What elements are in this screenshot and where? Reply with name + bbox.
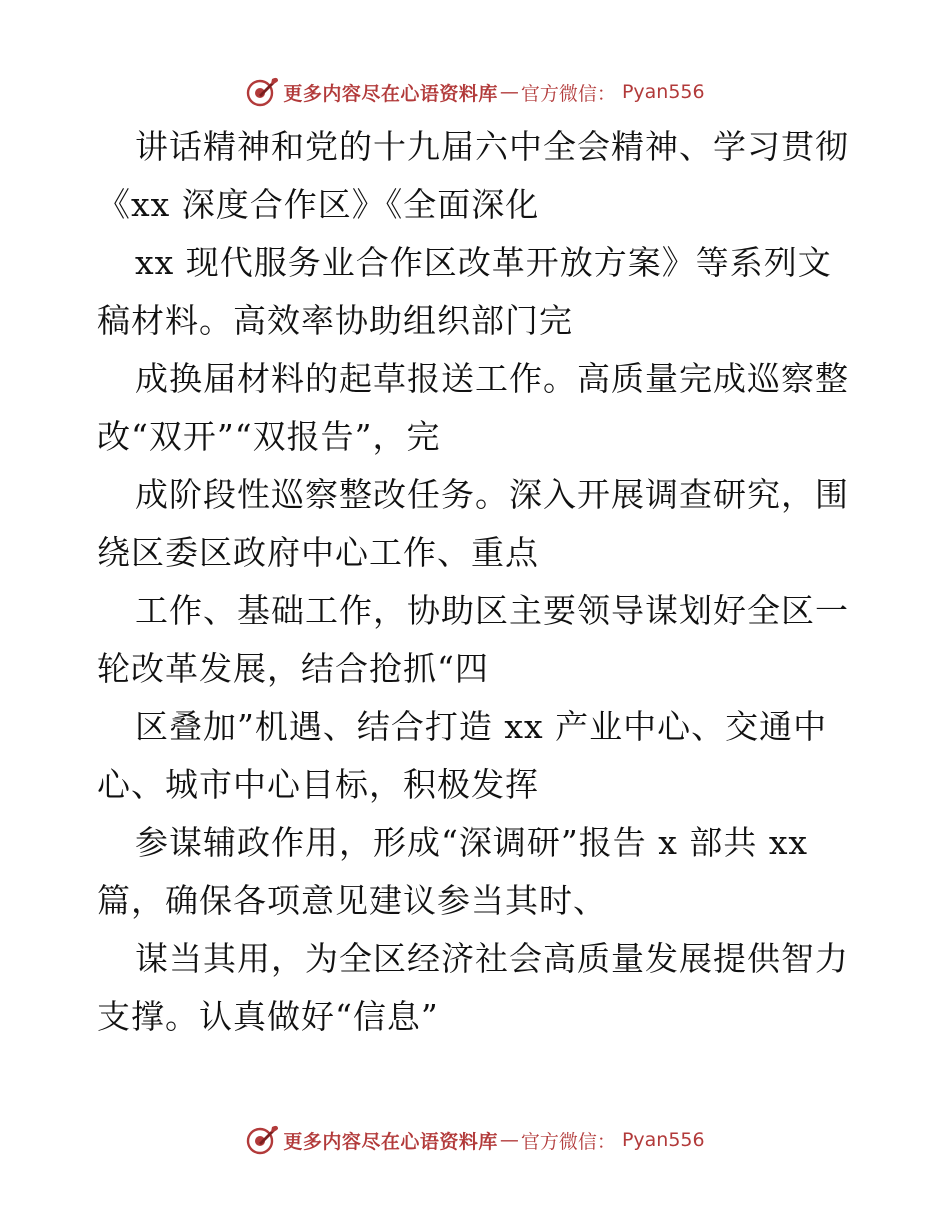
wechat-id: Pyan556 [621, 1129, 705, 1151]
wechat-label: 官方微信： [520, 82, 616, 105]
body-line: 改“双开”“双报告”，完 [97, 417, 441, 456]
header-banner [0, 72, 950, 112]
wechat-id: Pyan556 [621, 81, 705, 103]
body-line: 支撑。认真做好“信息” [97, 997, 439, 1036]
quill-pen-logo-icon [245, 75, 279, 109]
quill-pen-logo-icon [245, 1123, 279, 1157]
body-line: 工作、基础工作，协助区主要领导谋划好全区一 [135, 591, 849, 630]
body-line: 心、城市中心目标，积极发挥 [97, 765, 539, 804]
body-line: 篇，确保各项意见建议参当其时、 [97, 881, 607, 920]
wechat-label: 官方微信： [520, 1130, 616, 1153]
body-line: xx 现代服务业合作区改革开放方案》等系列文 [135, 243, 832, 282]
body-line: 区叠加”机遇、结合打造 xx 产业中心、交通中 [135, 707, 828, 746]
body-line: 成阶段性巡察整改任务。深入开展调查研究，围 [135, 475, 849, 514]
document-body [97, 118, 857, 1046]
body-line: 《xx 深度合作区》《全面深化 [97, 185, 540, 224]
banner-dash: — [499, 1129, 519, 1151]
banner-dash: — [499, 81, 519, 103]
body-line: 参谋辅政作用，形成“深调研”报告 x 部共 xx [135, 823, 809, 862]
site-name-text: 更多内容尽在心语资料库 [283, 82, 498, 105]
site-name-text: 更多内容尽在心语资料库 [283, 1130, 498, 1153]
body-line: 成换届材料的起草报送工作。高质量完成巡察整 [135, 359, 849, 398]
body-line: 讲话精神和党的十九届六中全会精神、学习贯彻 [135, 127, 849, 166]
footer-banner [0, 1120, 950, 1160]
body-line: 轮改革发展，结合抢抓“四 [97, 649, 489, 688]
body-line: 谋当其用，为全区经济社会高质量发展提供智力 [135, 939, 849, 978]
body-line: 绕区委区政府中心工作、重点 [97, 533, 539, 572]
body-line: 稿材料。高效率协助组织部门完 [97, 301, 573, 340]
